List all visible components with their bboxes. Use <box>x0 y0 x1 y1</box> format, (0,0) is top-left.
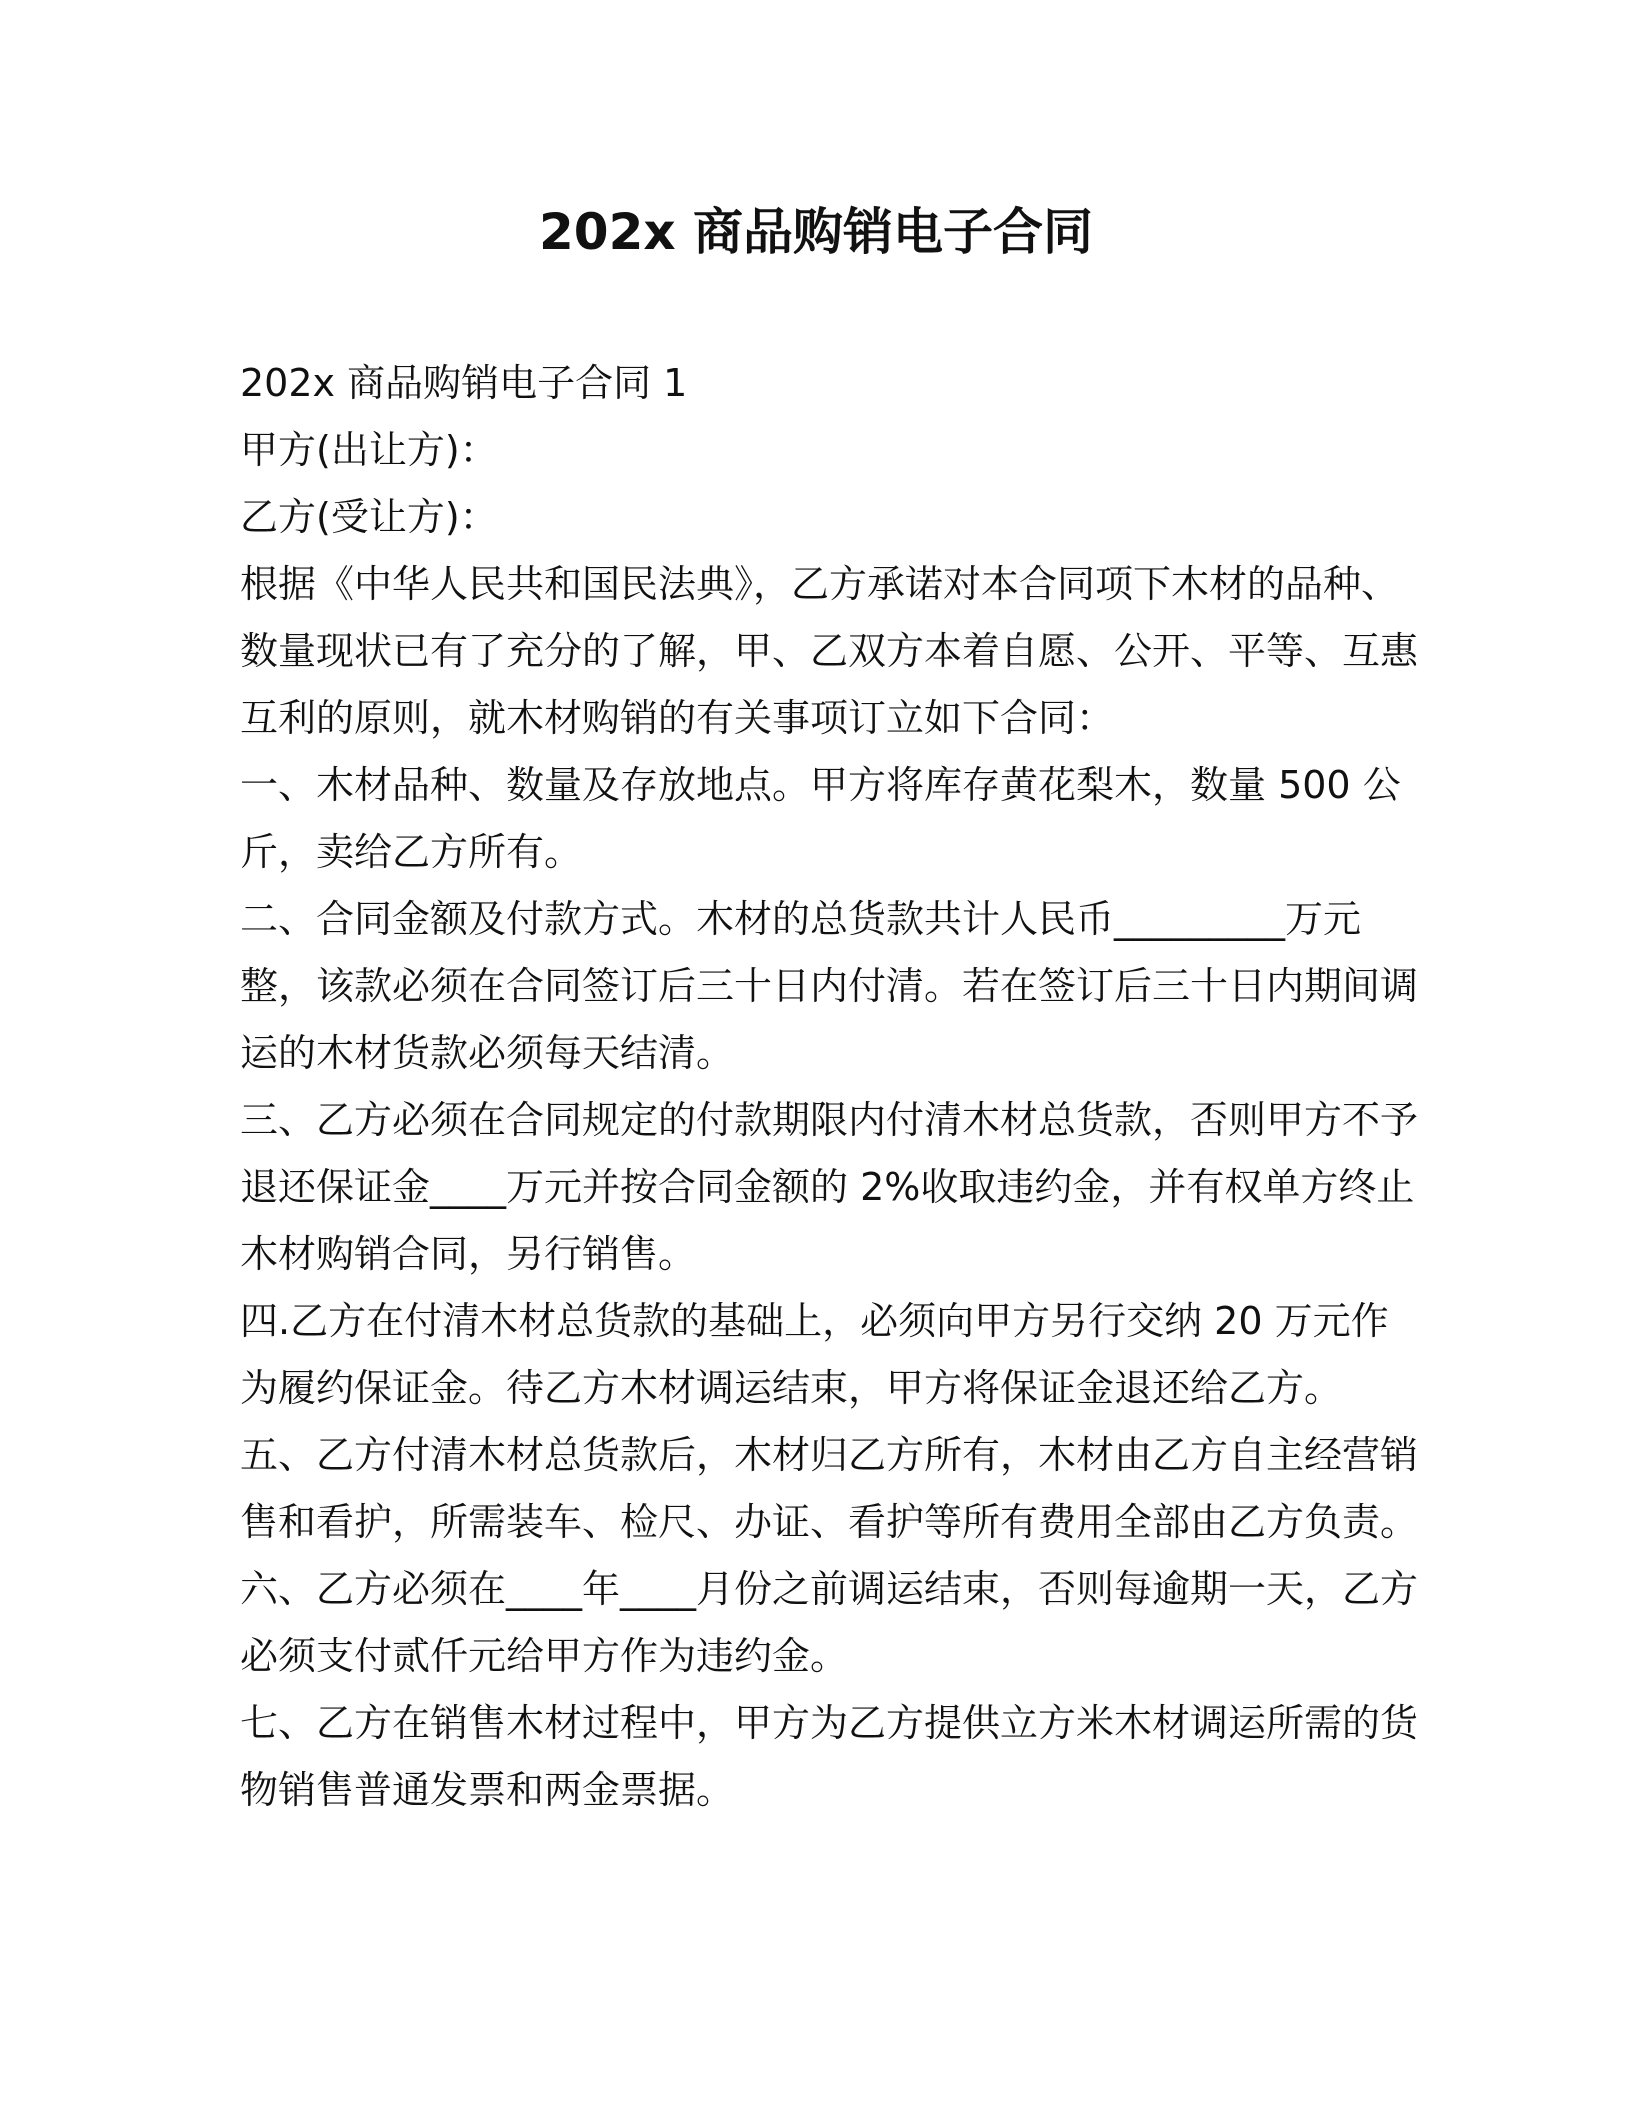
party-b-line: 乙方(受让方)： <box>240 495 498 539</box>
preamble-paragraph: 根据《中华人民共和国民法典》，乙方承诺对本合同项下木材的品种、数量现状已有了充分的了解，甲、乙双方本着自愿、公开、平等、互惠互利的原则，就木材购销的有关事项订立如下合同： <box>240 562 1419 740</box>
clause-3: 三、乙方必须在合同规定的付款期限内付清木材总货款，否则甲方不予退还保证金____万元并按合同金额的 2%收取违约金，并有权单方终止木材购销合同，另行销售。 <box>240 1098 1419 1276</box>
document-title: 202x 商品购销电子合同 <box>538 203 1094 261</box>
clause-5: 五、乙方付清木材总货款后，木材归乙方所有，木材由乙方自主经营销售和看护，所需装车、检尺、办证、看护等所有费用全部由乙方负责。 <box>240 1433 1419 1544</box>
contract-subtitle: 202x 商品购销电子合同 1 <box>240 361 688 405</box>
clause-2: 二、合同金额及付款方式。木材的总货款共计人民币_________万元整，该款必须在合同签订后三十日内付清。若在签订后三十日内期间调运的木材货款必须每天结清。 <box>240 897 1419 1075</box>
document-body <box>240 350 1420 1824</box>
clause-4: 四.乙方在付清木材总货款的基础上，必须向甲方另行交纳 20 万元作为履约保证金。待乙方木材调运结束，甲方将保证金退还给乙方。 <box>240 1299 1389 1410</box>
clause-6: 六、乙方必须在____年____月份之前调运结束，否则每逾期一天，乙方必须支付贰仟元给甲方作为违约金。 <box>240 1567 1419 1678</box>
clause-1: 一、木材品种、数量及存放地点。甲方将库存黄花梨木，数量 500 公斤，卖给乙方所有。 <box>240 763 1401 874</box>
clause-7: 七、乙方在销售木材过程中，甲方为乙方提供立方米木材调运所需的货物销售普通发票和两金票据。 <box>240 1701 1419 1812</box>
party-a-line: 甲方(出让方)： <box>240 428 498 472</box>
